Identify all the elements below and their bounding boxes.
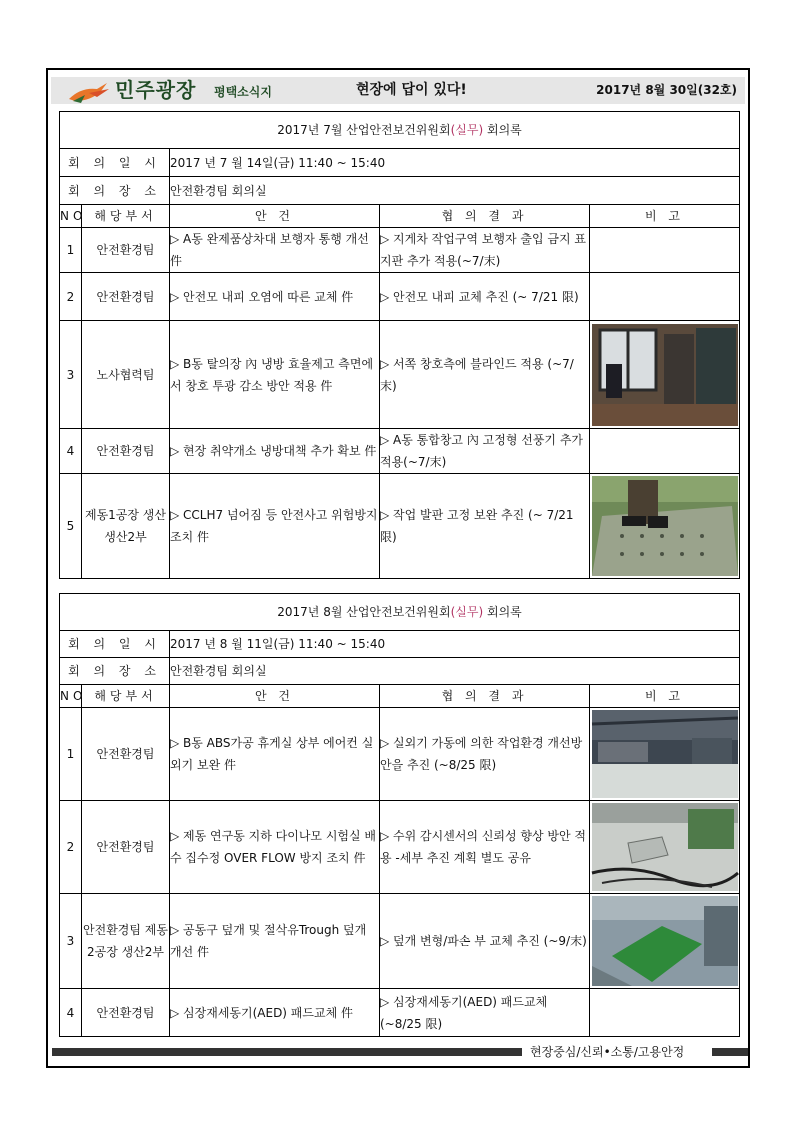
factory-ceiling-photo [592, 710, 738, 798]
trench-cover-photo [592, 896, 738, 986]
col-header-result: 협 의 결 과 [380, 685, 590, 708]
col-header-no: NO [60, 685, 82, 708]
work-platform-photo [592, 476, 738, 576]
date-label: 회 의 일 시 [60, 149, 170, 177]
table-row: 3 노사협력팀 ▷ B동 탈의장 內 냉방 효율제고 측면에서 창호 투광 감소 방안 적용 件 ▷ 서쪽 창호측에 블라인드 적용 (~7/末) [60, 321, 740, 429]
bird-logo-icon [67, 79, 111, 103]
remarks-cell [590, 429, 740, 474]
table-row: 5 제동1공장 생산생산2부 ▷ CCLH7 넘어짐 등 안전사고 위험방지 조치 件 ▷ 작업 발판 고정 보완 추진 (~ 7/21 限) [60, 474, 740, 579]
meeting-date: 2017 년 7 월 14일(금) 11:40 ~ 15:40 [170, 149, 740, 177]
col-header-dept: 해당부서 [82, 685, 170, 708]
table-row: 1 안전환경팀 ▷ A동 완제품상차대 보행자 통행 개선 件 ▷ 지게차 작업구역 보행자 출입 금지 표지판 추가 적용(~7/末) [60, 228, 740, 273]
table-row: 4 안전환경팀 ▷ 현장 취약개소 냉방대책 추가 확보 件 ▷ A동 통합창고 內 고정형 선풍기 추가 적용(~7/末) [60, 429, 740, 474]
footer-slogan: 현장중심/신뢰•소통/고용안정 [526, 1043, 688, 1061]
table-row: 4 안전환경팀 ▷ 심장재세동기(AED) 패드교체 件 ▷ 심장재세동기(AED) 패드교체 (~8/25 限) [60, 989, 740, 1037]
remarks-cell [590, 474, 740, 579]
col-header-agenda: 안 건 [170, 685, 380, 708]
table-row: 2 안전환경팀 ▷ 안전모 내피 오염에 따른 교체 件 ▷ 안전모 내피 교체 추진 (~ 7/21 限) [60, 273, 740, 321]
place-label: 회 의 장 소 [60, 177, 170, 205]
remarks-cell [590, 708, 740, 801]
remarks-cell [590, 989, 740, 1037]
place-label: 회 의 장 소 [60, 658, 170, 685]
july-minutes-table [59, 111, 740, 579]
brand-subtitle: 평택소식지 [214, 85, 272, 99]
table-row: 3 안전환경팀 제동2공장 생산2부 ▷ 공동구 덮개 및 절삭유Trough 덮개 개선 件 ▷ 덮개 변형/파손 부 교체 추진 (~9/末) [60, 894, 740, 989]
col-header-no: NO [60, 205, 82, 228]
remarks-cell [590, 273, 740, 321]
remarks-cell [590, 321, 740, 429]
col-header-agenda: 안 건 [170, 205, 380, 228]
meeting-date: 2017 년 8 월 11일(금) 11:40 ~ 15:40 [170, 631, 740, 658]
col-header-result: 협 의 결 과 [380, 205, 590, 228]
footer-bar-left [52, 1048, 522, 1056]
table-row: 2 안전환경팀 ▷ 제동 연구동 지하 다이나모 시험실 배수 집수정 OVER FLOW 방지 조치 件 ▷ 수위 감시센서의 신뢰성 향상 방안 적용 -세부 추진 계획 별도 공유 [60, 801, 740, 894]
issue-date: 2017년 8월 30일(32호) [596, 83, 737, 97]
remarks-cell [590, 894, 740, 989]
drain-sump-photo [592, 803, 738, 891]
meeting-place: 안전환경팀 회의실 [170, 658, 740, 685]
col-header-dept: 해당부서 [82, 205, 170, 228]
remarks-cell [590, 801, 740, 894]
footer-bar-right [712, 1048, 748, 1056]
date-label: 회 의 일 시 [60, 631, 170, 658]
meeting-place: 안전환경팀 회의실 [170, 177, 740, 205]
col-header-remarks: 비 고 [590, 205, 740, 228]
table-row: 1 안전환경팀 ▷ B동 ABS가공 휴게실 상부 에어컨 실외기 보완 件 ▷ 실외기 가동에 의한 작업환경 개선방안을 추진 (~8/25 限) [60, 708, 740, 801]
august-minutes-table [59, 593, 740, 1037]
meeting-title: 2017년 7월 산업안전보건위원회(실무) 회의록 [60, 112, 740, 149]
header-motto: 현장에 답이 있다! [356, 82, 467, 98]
brand-name: 민주광장 [115, 78, 197, 102]
locker-room-window-photo [592, 324, 738, 426]
meeting-title: 2017년 8월 산업안전보건위원회(실무) 회의록 [60, 594, 740, 631]
newsletter-header [51, 77, 745, 104]
remarks-cell [590, 228, 740, 273]
col-header-remarks: 비 고 [590, 685, 740, 708]
